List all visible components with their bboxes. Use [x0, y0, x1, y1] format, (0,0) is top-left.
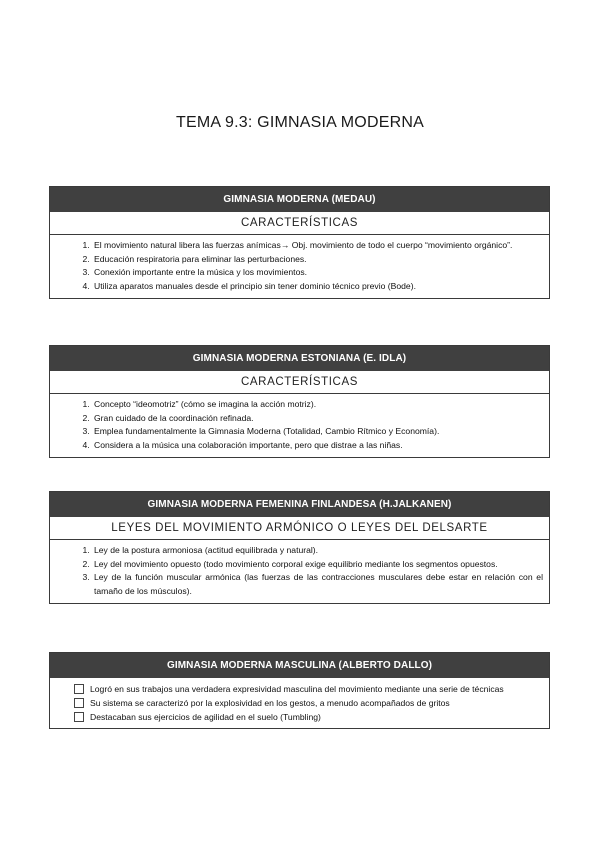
checklist-item-text: Su sistema se caracterizó por la explosividad en los gestos, a menudo acompañados de gritos — [90, 698, 450, 708]
checkbox-icon[interactable] — [74, 684, 84, 694]
section-subheader: LEYES DEL MOVIMIENTO ARMÓNICO O LEYES DEL DELSARTE — [50, 517, 549, 540]
characteristics-list — [50, 235, 549, 298]
section-subheader: CARACTERÍSTICAS — [50, 371, 549, 394]
list-item: 2. Educación respiratoria para eliminar las perturbaciones. — [92, 253, 543, 267]
checklist-item — [74, 710, 543, 724]
section-subheader: CARACTERÍSTICAS — [50, 212, 549, 235]
section-header: GIMNASIA MODERNA (MEDAU) — [50, 187, 549, 212]
section-finlandesa — [49, 491, 550, 604]
list-item: 3. Emplea fundamentalmente la Gimnasia Moderna (Totalidad, Cambio Rítmico y Economía). — [92, 425, 543, 439]
checklist — [50, 678, 549, 728]
list-item: 2. Ley del movimiento opuesto (todo movimiento corporal exige equilibrio mediante los segmentos opuestos. — [92, 558, 543, 572]
page-title: TEMA 9.3: GIMNASIA MODERNA — [176, 114, 424, 131]
section-masculina — [49, 652, 550, 729]
section-header: GIMNASIA MODERNA FEMENINA FINLANDESA (H.JALKANEN) — [50, 492, 549, 517]
characteristics-list — [50, 394, 549, 457]
list-item: 3. Ley de la función muscular armónica (las fuerzas de las contracciones musculares debe estar en relación con el tamaño de los músculos). — [92, 571, 543, 598]
checklist-item-text: Logró en sus trabajos una verdadera expresividad masculina del movimiento mediante una serie de técnicas — [90, 684, 504, 694]
checkbox-icon[interactable] — [74, 712, 84, 722]
checkbox-icon[interactable] — [74, 698, 84, 708]
list-item: 3. Conexión importante entre la música y los movimientos. — [92, 266, 543, 280]
laws-list — [50, 540, 549, 603]
list-item: 2. Gran cuidado de la coordinación refinada. — [92, 412, 543, 426]
section-header: GIMNASIA MODERNA ESTONIANA (E. IDLA) — [50, 346, 549, 371]
list-item: 1. El movimiento natural libera las fuerzas anímicas→ Obj. movimiento de todo el cuerpo “movimiento orgánico”. — [92, 239, 543, 253]
checklist-item-text: Destacaban sus ejercicios de agilidad en el suelo (Tumbling) — [90, 712, 321, 722]
section-estoniana — [49, 345, 550, 458]
checklist-item — [74, 696, 543, 710]
list-item: 1. Ley de la postura armoniosa (actitud equilibrada y natural). — [92, 544, 543, 558]
section-medau — [49, 186, 550, 299]
list-item: 4. Utiliza aparatos manuales desde el principio sin tener dominio técnico previo (Bode). — [92, 280, 543, 294]
list-item: 4. Considera a la música una colaboración importante, pero que distrae a las niñas. — [92, 439, 543, 453]
checklist-item — [74, 682, 543, 696]
section-header: GIMNASIA MODERNA MASCULINA (ALBERTO DALLO) — [50, 653, 549, 678]
list-item: 1. Concepto “ideomotriz” (cómo se imagina la acción motriz). — [92, 398, 543, 412]
